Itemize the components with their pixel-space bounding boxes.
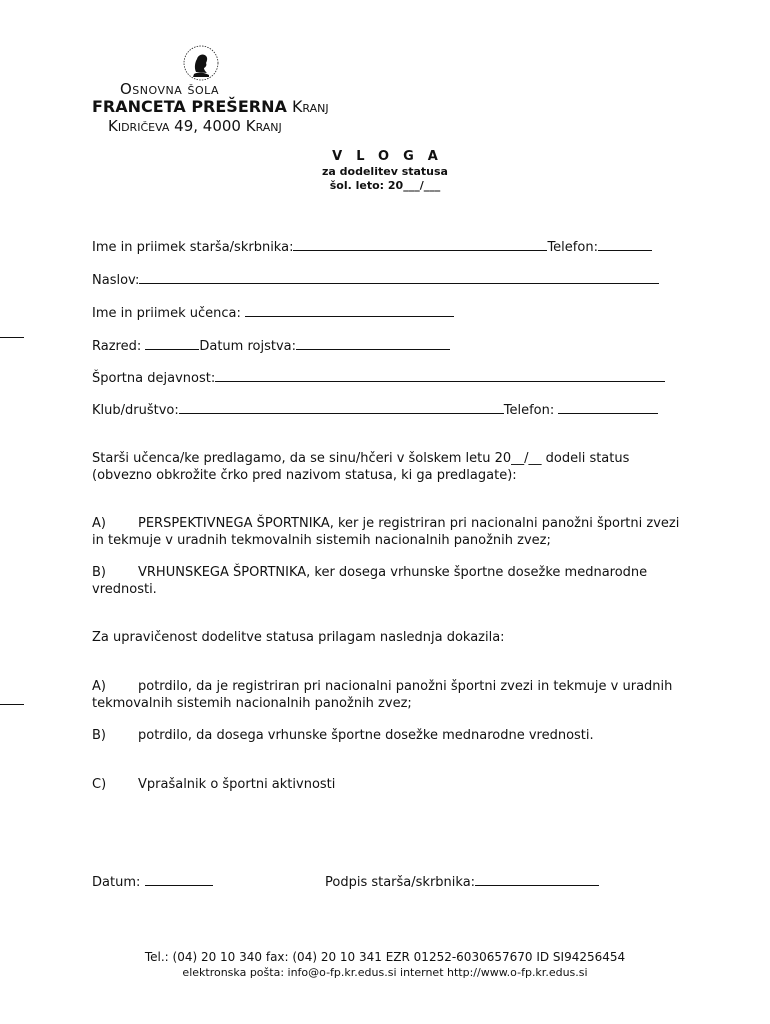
evidence-a-letter: A) (92, 679, 106, 694)
club-field[interactable] (179, 401, 504, 414)
form-subtitle: za dodelitev statusa (322, 165, 448, 178)
evidence-b-text: potrdilo, da dosega vrhunske športne dosežke mednarodne vrednosti. (138, 728, 594, 743)
option-a-letter[interactable]: A) (92, 516, 106, 531)
evidence-b-letter: B) (92, 728, 106, 743)
signature-row (325, 873, 599, 891)
class-row (92, 337, 450, 355)
evidence-a (92, 678, 682, 712)
sport-field[interactable] (215, 369, 665, 382)
option-b-text: VRHUNSKEGA ŠPORTNIKA, ker dosega vrhunske športne dosežke mednarodne vrednosti. (92, 565, 648, 597)
student-name-label: Ime in priimek učenca: (92, 306, 246, 321)
club-label: Klub/društvo: (92, 403, 179, 418)
club-phone-label: Telefon: (503, 403, 559, 418)
school-name-bold: FRANCETA PREŠERNA (92, 97, 287, 116)
form-title: VLOGA (332, 149, 452, 164)
evidence-b (92, 727, 682, 744)
footer-contact: Tel.: (04) 20 10 340 fax: (04) 20 10 341 EZR 01252-6030657670 ID SI94256454 (144, 950, 626, 964)
school-name-line1: Osnovna šola (120, 80, 220, 98)
parent-signature-label: Podpis starša/skrbnika: (325, 875, 476, 890)
sport-row (92, 369, 665, 387)
fold-mark-top (0, 337, 24, 338)
student-name-field[interactable] (245, 304, 454, 317)
class-label: Razred: (92, 339, 146, 354)
date-label: Datum: (92, 875, 145, 890)
parent-phone-label: Telefon: (547, 240, 598, 255)
school-year-field: šol. leto: 20___/___ (329, 179, 441, 192)
date-row (92, 873, 213, 891)
date-field[interactable] (145, 873, 213, 886)
school-city: Kranj (291, 97, 329, 116)
birthdate-label: Datum rojstva: (199, 339, 297, 354)
preseren-portrait-seal-icon (180, 42, 222, 84)
evidence-a-text: potrdilo, da je registriran pri nacionalni panožni športni zvezi in tekmuje v uradnih tekmovalnih sistemih nacionalnih panožnih zvez; (92, 679, 673, 711)
option-a[interactable] (92, 515, 682, 549)
sport-label: Športna dejavnost: (92, 371, 216, 386)
evidence-c-letter: C) (92, 777, 107, 792)
address-row (92, 271, 659, 289)
address-field[interactable] (139, 271, 659, 284)
option-a-text: PERSPEKTIVNEGA ŠPORTNIKA, ker je registriran pri nacionalni panožni športni zvezi in tekmuje v uradnih tekmovalnih sistemih nacionalnih panožnih zvez; (92, 516, 680, 548)
evidence-intro: Za upravičenost dodelitve statusa prilagam naslednja dokazila: (92, 630, 505, 645)
birthdate-field[interactable] (296, 337, 450, 350)
parent-phone-field[interactable] (598, 238, 652, 251)
parent-name-field[interactable] (293, 238, 547, 251)
option-b-letter[interactable]: B) (92, 565, 106, 580)
parent-name-label: Ime in priimek starša/skrbnika: (92, 240, 294, 255)
evidence-c (92, 776, 682, 793)
footer-web: elektronska pošta: info@o-fp.kr.edus.si internet http://www.o-fp.kr.edus.si (182, 966, 588, 979)
school-address: Kidričeva 49, 4000 Kranj (108, 117, 282, 135)
evidence-c-text: Vprašalnik o športni aktivnosti (138, 777, 336, 792)
intro-paragraph: Starši učenca/ke predlagamo, da se sinu/hčeri v šolskem letu 20__/__ dodeli status (obvezno obkrožite črko pred nazivom statusa, ki ga predlagate): (92, 451, 630, 483)
form-title-block (0, 149, 770, 192)
parent-signature-field[interactable] (475, 873, 599, 886)
club-phone-field[interactable] (558, 401, 658, 414)
club-row (92, 401, 658, 419)
address-label: Naslov: (92, 273, 140, 288)
school-logo (180, 42, 222, 84)
school-name-line2 (92, 97, 329, 116)
option-b[interactable] (92, 564, 682, 598)
student-row (92, 304, 454, 322)
parent-row (92, 238, 652, 256)
fold-mark-bottom (0, 704, 24, 705)
class-field[interactable] (145, 337, 199, 350)
